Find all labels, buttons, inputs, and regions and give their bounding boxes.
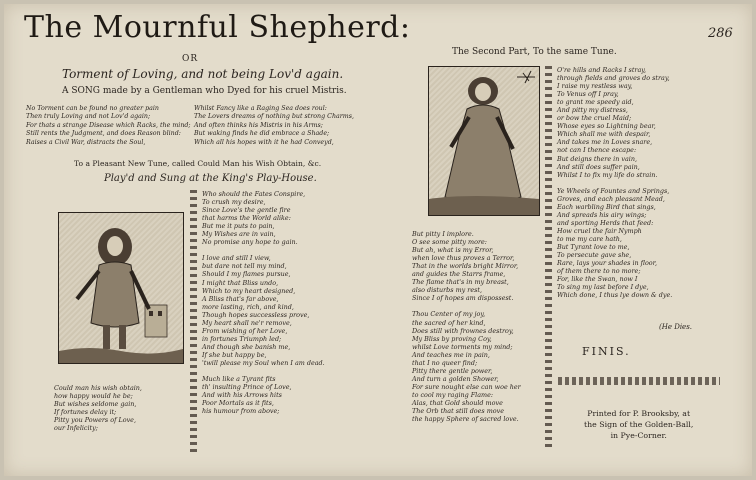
ballad-title: The Mournful Shepherd:: [24, 10, 411, 45]
verse-line: Each warbling Bird that sings,: [557, 202, 656, 211]
imprint-line: the Sign of the Golden-Ball,: [584, 420, 694, 429]
woodcut-gentleman-illustration: [58, 212, 184, 364]
verse-line: Since I of hopes am dispossest.: [412, 294, 514, 303]
part2-verses-left: [412, 230, 521, 423]
column-separator: [190, 190, 197, 452]
verse-line: But ah, what is my Error,: [412, 246, 494, 255]
verse-line: to me my care hath,: [557, 234, 622, 243]
argument-line: But waking finds he did embrace a Shade;: [194, 130, 330, 138]
verse-line: Since Love's the gentle fire: [202, 206, 291, 215]
verse-line: My Wishes are in vain,: [202, 230, 276, 239]
verse-line: To persecute gave she,: [557, 251, 632, 260]
verse-line: The flame that's in my breast,: [412, 278, 509, 287]
verse-line: Whose eyes so Lightning bear,: [557, 122, 656, 131]
part2-header: The Second Part, To the same Tune.: [452, 47, 617, 57]
verse-line: To sing my last before I dye,: [557, 283, 649, 292]
part2-verses-right: [557, 66, 672, 299]
verse-line: The Orb that still does move: [412, 407, 505, 416]
verse-line: his humour from above;: [202, 407, 280, 416]
verse-line: Which to my heart designed,: [202, 286, 296, 295]
verse-line: Could man his wish obtain,: [54, 384, 142, 392]
verse-line: O're hills and Racks I stray,: [557, 66, 647, 74]
verse-line: more lasting, rich, and kind,: [202, 302, 294, 311]
verse-line: that harms the World alike:: [202, 214, 291, 223]
argument-line: No Torment can be found no greater pain: [26, 105, 159, 112]
argument-line: Which all his hopes with it he had Conveyd,: [194, 138, 334, 146]
gentleman-figure-icon: [59, 213, 183, 363]
verse-line: But me it puts to pain,: [202, 222, 275, 231]
part1-verses-left: [54, 384, 142, 432]
verse-line: No promise any hope to gain.: [202, 238, 298, 247]
verse-line: And turn a golden Shower,: [412, 374, 499, 383]
verse-line: whilst Love torments my mind;: [412, 342, 513, 351]
verse-line: our Infelicity;: [54, 424, 98, 433]
imprint: [584, 408, 693, 441]
column-separator: [545, 66, 552, 448]
verse-line: Which shall me with despair,: [557, 130, 651, 139]
verse-line: that I no queer find;: [412, 358, 478, 367]
ballad-subtitle: Torment of Loving, and not being Lov'd again.: [62, 67, 344, 81]
verse-line: And pitty my distress,: [557, 106, 628, 115]
tune-line: To a Pleasant New Tune, called Could Man his Wish Obtain, &c.: [74, 159, 322, 168]
argument-line: Then truly Loving and not Lov'd again;: [26, 113, 151, 121]
argument-line: And often thinks his Mistris in his Arms;: [194, 121, 323, 129]
verse-line: but dare not tell my mind,: [202, 262, 287, 271]
verse-line: when love thus proves a Terror,: [412, 254, 515, 263]
verse-line: Much like a Tyrant fits: [202, 375, 276, 384]
verse-line: Pitty you Powers of Love,: [54, 416, 136, 425]
verse-line: of them there to no more;: [557, 267, 641, 276]
verse-line: or bow the cruel Maid;: [557, 114, 632, 123]
verse-line: And still does suffer pain,: [557, 162, 640, 171]
verse-line: also disturbs my rest,: [412, 286, 482, 295]
broadside-sheet: [4, 4, 752, 476]
song-description: A SONG made by a Gentleman who Dyed for his cruel Mistris.: [62, 86, 347, 96]
imprint-line: Printed for P. Brooksby, at: [587, 409, 691, 418]
verse-line: And teaches me in pain,: [412, 350, 490, 359]
verse-line: [557, 179, 672, 187]
verse-line: Groves, and each pleasant Mead,: [557, 194, 665, 203]
played-line: Play'd and Sung at the King's Play-House.: [104, 173, 317, 184]
verse-line: in fortunes Triumph led;: [202, 334, 282, 343]
argument-line: Raises a Civil War, distracts the Soul,: [26, 138, 146, 146]
he-dies-note: (He Dies.: [659, 323, 693, 331]
argument-line: The Lovers dreams of nothing but strong Charms,: [194, 113, 354, 121]
verse-line: But pitty I implore.: [412, 230, 474, 238]
verse-line: not can I thence escape:: [557, 146, 637, 155]
verse-line: Should I my flames pursue,: [202, 270, 291, 279]
argument-line: For thats a strange Disease which Racks, the mind;: [26, 121, 191, 129]
argument-line: Whilst Fancy like a Raging Sea does roul:: [194, 105, 327, 112]
verse-line: to grant me speedy aid,: [557, 98, 634, 107]
title-or: OR: [182, 54, 199, 64]
finis-label: FINIS.: [582, 345, 631, 358]
verse-line: the happy Sphere of sacred love.: [412, 415, 519, 424]
verse-line: Who should the Fates Conspire,: [202, 190, 306, 198]
verse-line: Thou Center of my joy,: [412, 310, 486, 319]
imprint-line: in Pye-Corner.: [610, 431, 667, 440]
argument-right: [194, 105, 354, 147]
part1-verses-right: [202, 190, 325, 415]
verse-line: For sure nought else can woe her: [412, 382, 521, 391]
verse-line: And takes me in Loves snare,: [557, 138, 653, 147]
ornamental-border: [558, 377, 720, 385]
verse-line: Though hopes successless prove,: [202, 310, 310, 319]
verse-line: I raise my restless way,: [557, 82, 633, 91]
verse-line: through fields and groves do stray,: [557, 74, 670, 83]
verse-line: Poor Mortals as it fits,: [202, 399, 274, 408]
verse-line: But deigns there in vain,: [557, 154, 637, 163]
verse-line: A Bliss that's far above,: [202, 294, 279, 303]
verse-line: Whilst I to fix my life do strain.: [557, 170, 658, 179]
verse-line: Rare, lays your shades in floor,: [557, 259, 658, 268]
argument-line: Still rents the Judgment, and does Reason blind:: [26, 130, 181, 138]
verse-line: 'twill please my Soul when I am dead.: [202, 358, 325, 367]
verse-line: For, like the Swan, now I: [557, 275, 638, 284]
verse-line: How cruel the fair Nymph: [557, 226, 642, 235]
verse-line: If she but happy be,: [202, 350, 267, 359]
verse-line: But wishes seldome gain,: [54, 400, 137, 409]
verse-line: I love and still I view,: [202, 254, 271, 263]
argument-left: [26, 105, 191, 147]
verse-line: Which done, I thus lye down & dye.: [557, 291, 673, 300]
verse-line: O see some pitty more:: [412, 238, 487, 247]
verse-line: To crush my desire,: [202, 198, 266, 207]
verse-line: And though she banish me,: [202, 342, 291, 351]
verse-line: I might that Bliss undo,: [202, 278, 279, 287]
verse-line: Ye Wheels of Fountes and Springs,: [557, 186, 670, 195]
verse-line: Alas, that Gold should move: [412, 398, 503, 407]
verse-line: [412, 302, 521, 310]
verse-line: That in the worlds bright Mirror,: [412, 262, 519, 271]
verse-line: But Tyrant love to me,: [557, 243, 630, 252]
verse-line: And with his Arrows hits: [202, 391, 282, 400]
page-number: 286: [708, 26, 733, 41]
verse-line: To Venus off I pray,: [557, 90, 619, 99]
verse-line: th' insulting Prince of Love,: [202, 383, 292, 392]
verse-line: how happy would he be;: [54, 392, 133, 401]
verse-line: Pitty there gentle power,: [412, 366, 493, 375]
woodcut-lady-illustration: [428, 66, 540, 216]
verse-line: and guides the Starrs frame,: [412, 270, 506, 279]
verse-line: And spreads his airy wings;: [557, 210, 647, 219]
verse-line: My heart shall ne'r remove,: [202, 318, 292, 327]
verse-line: Does still with frownes destroy,: [412, 326, 514, 335]
verse-line: [202, 246, 325, 254]
verse-line: From wishing of her Love,: [202, 326, 288, 335]
verse-line: My Bliss by proving Coy,: [412, 334, 492, 343]
lady-figure-icon: [429, 67, 539, 215]
verse-line: and sporting Herds that feed:: [557, 218, 654, 227]
verse-line: the sacred of her kind,: [412, 318, 486, 327]
verse-line: to cool my raging Flame:: [412, 390, 494, 399]
verse-line: If fortunes delay it;: [54, 408, 117, 417]
verse-line: [202, 367, 325, 375]
